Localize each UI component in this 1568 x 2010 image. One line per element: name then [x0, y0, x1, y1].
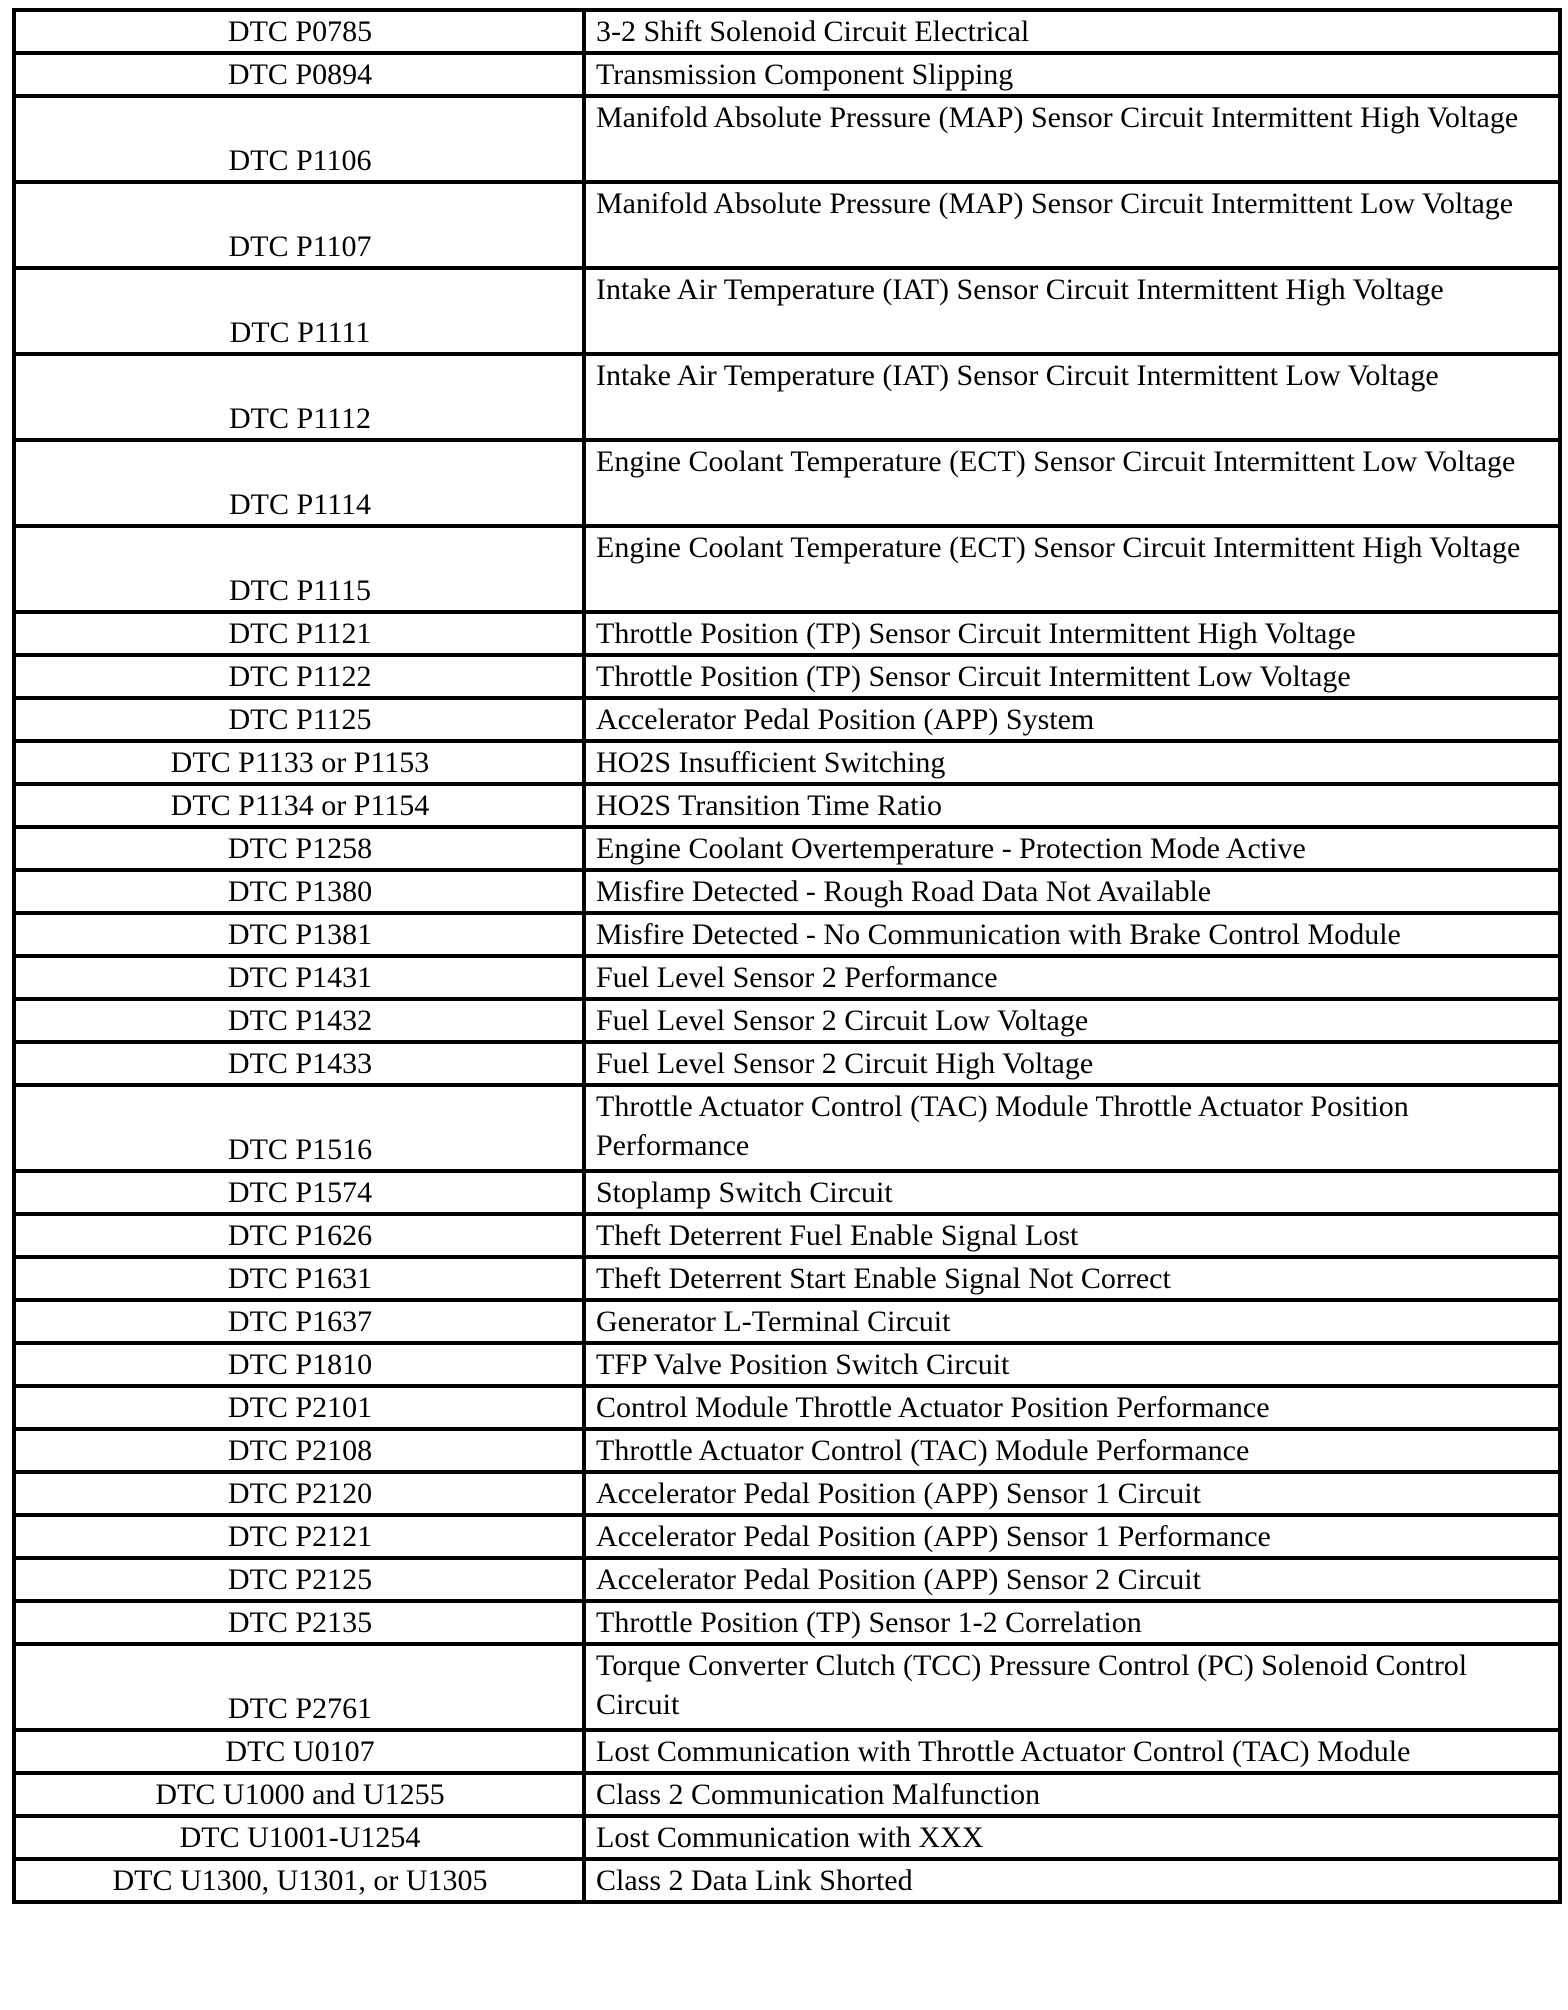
table-row	[14, 182, 1560, 268]
dtc-code-cell: DTC P1381	[14, 913, 584, 956]
dtc-description-cell: HO2S Transition Time Ratio	[584, 784, 1560, 827]
dtc-description-cell: Lost Communication with XXX	[584, 1816, 1560, 1859]
table-row	[14, 999, 1560, 1042]
dtc-description-cell: Throttle Actuator Control (TAC) Module Throttle Actuator Position Performance	[584, 1085, 1560, 1171]
dtc-description-cell: Theft Deterrent Fuel Enable Signal Lost	[584, 1214, 1560, 1257]
dtc-description-cell: Fuel Level Sensor 2 Circuit Low Voltage	[584, 999, 1560, 1042]
dtc-description-cell: Generator L-Terminal Circuit	[584, 1300, 1560, 1343]
table-row	[14, 1042, 1560, 1085]
dtc-code-cell: DTC P1114	[14, 440, 584, 526]
dtc-code-cell: DTC P1106	[14, 96, 584, 182]
dtc-description-cell: 3-2 Shift Solenoid Circuit Electrical	[584, 10, 1560, 53]
dtc-code-cell: DTC P2125	[14, 1558, 584, 1601]
dtc-description-cell: Transmission Component Slipping	[584, 53, 1560, 96]
dtc-code-cell: DTC P1134 or P1154	[14, 784, 584, 827]
table-row	[14, 1386, 1560, 1429]
table-row	[14, 526, 1560, 612]
dtc-code-cell: DTC P1810	[14, 1343, 584, 1386]
dtc-description-cell: Accelerator Pedal Position (APP) Sensor 2 Circuit	[584, 1558, 1560, 1601]
dtc-code-cell: DTC P2135	[14, 1601, 584, 1644]
dtc-description-cell: HO2S Insufficient Switching	[584, 741, 1560, 784]
dtc-code-cell: DTC P0785	[14, 10, 584, 53]
table-row	[14, 655, 1560, 698]
dtc-description-cell: Engine Coolant Temperature (ECT) Sensor Circuit Intermittent Low Voltage	[584, 440, 1560, 526]
dtc-description-cell: Manifold Absolute Pressure (MAP) Sensor Circuit Intermittent High Voltage	[584, 96, 1560, 182]
dtc-code-cell: DTC P1380	[14, 870, 584, 913]
dtc-code-cell: DTC P2108	[14, 1429, 584, 1472]
dtc-description-cell: Fuel Level Sensor 2 Performance	[584, 956, 1560, 999]
dtc-description-cell: Fuel Level Sensor 2 Circuit High Voltage	[584, 1042, 1560, 1085]
dtc-code-cell: DTC P1122	[14, 655, 584, 698]
table-row	[14, 1773, 1560, 1816]
dtc-description-cell: Accelerator Pedal Position (APP) System	[584, 698, 1560, 741]
dtc-description-cell: Intake Air Temperature (IAT) Sensor Circuit Intermittent Low Voltage	[584, 354, 1560, 440]
dtc-description-cell: Lost Communication with Throttle Actuator Control (TAC) Module	[584, 1730, 1560, 1773]
dtc-description-cell: TFP Valve Position Switch Circuit	[584, 1343, 1560, 1386]
dtc-description-cell: Accelerator Pedal Position (APP) Sensor 1 Performance	[584, 1515, 1560, 1558]
table-row	[14, 1601, 1560, 1644]
dtc-code-cell: DTC P2761	[14, 1644, 584, 1730]
dtc-description-cell: Misfire Detected - No Communication with Brake Control Module	[584, 913, 1560, 956]
dtc-description-cell: Throttle Position (TP) Sensor Circuit Intermittent High Voltage	[584, 612, 1560, 655]
dtc-code-cell: DTC P1111	[14, 268, 584, 354]
table-row	[14, 1859, 1560, 1902]
dtc-description-cell: Control Module Throttle Actuator Position Performance	[584, 1386, 1560, 1429]
dtc-description-cell: Class 2 Data Link Shorted	[584, 1859, 1560, 1902]
table-row	[14, 1343, 1560, 1386]
table-row	[14, 913, 1560, 956]
table-row	[14, 440, 1560, 526]
dtc-code-cell: DTC P0894	[14, 53, 584, 96]
dtc-description-cell: Class 2 Communication Malfunction	[584, 1773, 1560, 1816]
dtc-description-cell: Stoplamp Switch Circuit	[584, 1171, 1560, 1214]
dtc-code-cell: DTC P2121	[14, 1515, 584, 1558]
table-row	[14, 1730, 1560, 1773]
dtc-code-cell: DTC P1574	[14, 1171, 584, 1214]
table-row	[14, 354, 1560, 440]
dtc-description-cell: Throttle Actuator Control (TAC) Module Performance	[584, 1429, 1560, 1472]
table-row	[14, 612, 1560, 655]
table-row	[14, 1515, 1560, 1558]
dtc-description-cell: Misfire Detected - Rough Road Data Not Available	[584, 870, 1560, 913]
dtc-code-cell: DTC P1133 or P1153	[14, 741, 584, 784]
dtc-description-cell: Accelerator Pedal Position (APP) Sensor 1 Circuit	[584, 1472, 1560, 1515]
table-row	[14, 53, 1560, 96]
dtc-code-cell: DTC P1432	[14, 999, 584, 1042]
table-row	[14, 96, 1560, 182]
dtc-table-body	[14, 10, 1560, 1902]
table-row	[14, 10, 1560, 53]
dtc-code-cell: DTC P1258	[14, 827, 584, 870]
dtc-table	[12, 8, 1562, 1904]
table-row	[14, 698, 1560, 741]
dtc-code-cell: DTC P1431	[14, 956, 584, 999]
dtc-code-cell: DTC P1433	[14, 1042, 584, 1085]
dtc-description-cell: Manifold Absolute Pressure (MAP) Sensor Circuit Intermittent Low Voltage	[584, 182, 1560, 268]
table-row	[14, 1472, 1560, 1515]
dtc-description-cell: Throttle Position (TP) Sensor Circuit Intermittent Low Voltage	[584, 655, 1560, 698]
dtc-description-cell: Throttle Position (TP) Sensor 1-2 Correlation	[584, 1601, 1560, 1644]
dtc-code-cell: DTC P1626	[14, 1214, 584, 1257]
dtc-code-cell: DTC P1107	[14, 182, 584, 268]
dtc-code-cell: DTC U1300, U1301, or U1305	[14, 1859, 584, 1902]
dtc-description-cell: Theft Deterrent Start Enable Signal Not Correct	[584, 1257, 1560, 1300]
dtc-code-cell: DTC P1115	[14, 526, 584, 612]
table-row	[14, 1558, 1560, 1601]
table-row	[14, 1257, 1560, 1300]
table-row	[14, 268, 1560, 354]
table-row	[14, 1171, 1560, 1214]
table-row	[14, 870, 1560, 913]
dtc-description-cell: Torque Converter Clutch (TCC) Pressure Control (PC) Solenoid Control Circuit	[584, 1644, 1560, 1730]
dtc-description-cell: Engine Coolant Temperature (ECT) Sensor Circuit Intermittent High Voltage	[584, 526, 1560, 612]
dtc-code-cell: DTC P1112	[14, 354, 584, 440]
table-row	[14, 1644, 1560, 1730]
dtc-description-cell: Engine Coolant Overtemperature - Protection Mode Active	[584, 827, 1560, 870]
dtc-code-cell: DTC U1001-U1254	[14, 1816, 584, 1859]
table-row	[14, 1816, 1560, 1859]
dtc-description-cell: Intake Air Temperature (IAT) Sensor Circuit Intermittent High Voltage	[584, 268, 1560, 354]
table-row	[14, 1429, 1560, 1472]
dtc-code-cell: DTC P1637	[14, 1300, 584, 1343]
table-row	[14, 741, 1560, 784]
dtc-code-cell: DTC P1516	[14, 1085, 584, 1171]
table-row	[14, 784, 1560, 827]
dtc-code-cell: DTC P1631	[14, 1257, 584, 1300]
dtc-code-cell: DTC P1121	[14, 612, 584, 655]
dtc-code-cell: DTC P2101	[14, 1386, 584, 1429]
table-row	[14, 956, 1560, 999]
table-row	[14, 827, 1560, 870]
dtc-code-cell: DTC U1000 and U1255	[14, 1773, 584, 1816]
table-row	[14, 1300, 1560, 1343]
table-row	[14, 1085, 1560, 1171]
table-row	[14, 1214, 1560, 1257]
dtc-code-cell: DTC P2120	[14, 1472, 584, 1515]
dtc-code-cell: DTC U0107	[14, 1730, 584, 1773]
dtc-code-cell: DTC P1125	[14, 698, 584, 741]
